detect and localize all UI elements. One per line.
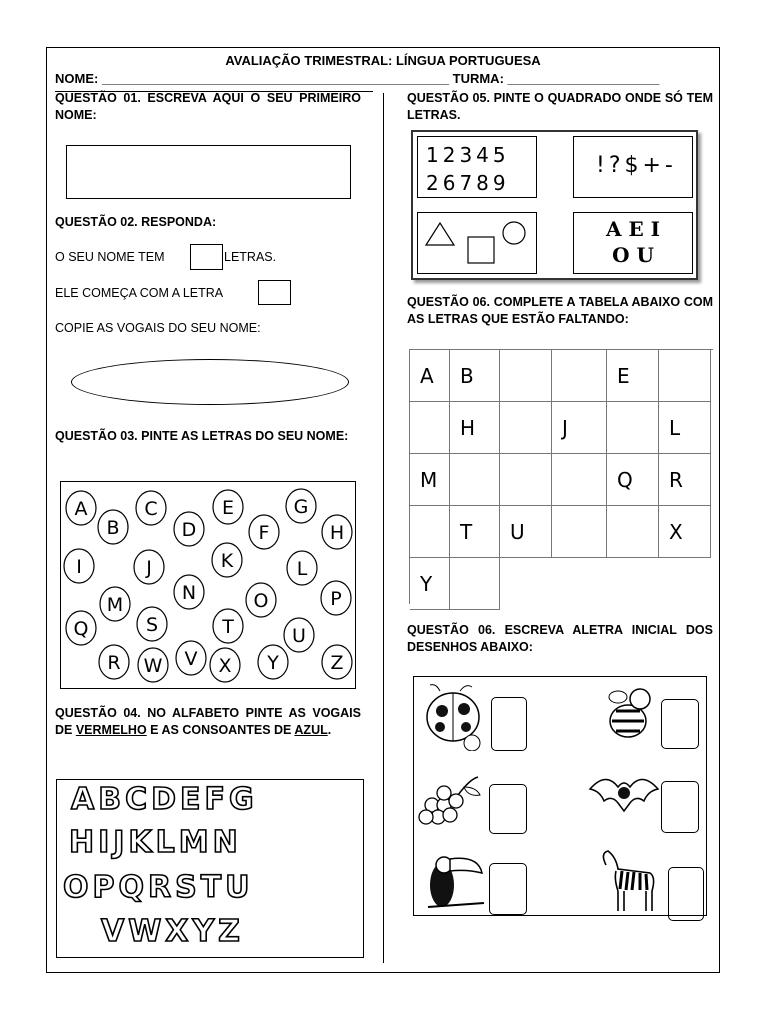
table-cell[interactable] [500,454,552,506]
q1-text: QUESTÃO 01. ESCREVA AQUI O SEU PRIMEIRO NOME: [55,91,361,122]
q6-title: QUESTÃO 06. COMPLETE A TABELA ABAIXO COM AS LETRAS QUE ESTÃO FALTANDO: [407,295,713,326]
alphabet-row-1[interactable]: ABCDEFG [71,782,258,817]
page-title: AVALIAÇÃO TRIMESTRAL: LÍNGUA PORTUGUESA [225,53,541,68]
svg-text:A: A [74,498,88,520]
table-cell[interactable]: E [607,350,659,402]
letter-bubble-i[interactable] [64,549,94,583]
svg-text:X: X [218,655,232,677]
class-blank[interactable]: _____________________ [507,71,660,86]
bat-icon [586,765,662,821]
vowels-oval[interactable] [71,359,349,405]
table-cell[interactable] [410,402,450,454]
q4-blue-word: AZUL [294,723,328,737]
table-cell[interactable]: Y [410,558,450,610]
letter-bubble-e[interactable] [213,490,243,524]
letter-bubble-o[interactable] [246,583,276,617]
table-cell[interactable] [410,506,450,558]
svg-text:R: R [107,652,121,674]
table-cell[interactable]: M [410,454,450,506]
letter-bubble-r[interactable] [99,645,129,679]
letter-bubble-b[interactable] [98,510,128,544]
symbols-square[interactable] [573,136,693,198]
ladybug-icon [420,681,486,751]
answer-box-ladybug[interactable] [491,697,527,751]
svg-text:D: D [181,519,197,541]
q4-red-word: VERMELHO [75,723,147,737]
zebra-icon [590,847,662,915]
letter-bubble-f[interactable] [249,515,279,549]
table-cell[interactable]: U [500,506,552,558]
letter-bubble-v[interactable] [176,641,206,675]
q2-line1-start: O SEU NOME TEM [55,250,165,264]
table-cell[interactable]: T [450,506,500,558]
svg-text:H: H [329,522,345,544]
table-cell[interactable]: B [450,350,500,402]
numbers-row-2: 26789 [426,171,510,195]
vowels-row-2: O U [612,243,654,267]
alphabet-panel [56,779,364,958]
svg-text:U: U [292,625,306,647]
letter-bubble-h[interactable] [322,515,352,549]
q2-line1-end: LETRAS. [224,250,277,264]
q4-text [55,705,361,739]
table-cell[interactable] [607,402,659,454]
letter-bubble-j[interactable] [134,550,164,584]
letter-bubble-q[interactable] [66,611,96,645]
table-cell[interactable]: X [659,506,711,558]
letter-bubble-t[interactable] [213,609,243,643]
svg-text:Q: Q [73,618,89,640]
first-name-box[interactable] [66,145,351,199]
q3-title: QUESTÃO 03. PINTE AS LETRAS DO SEU NOME: [55,429,349,443]
numbers-square[interactable] [417,136,537,198]
answer-box-bee[interactable] [661,699,699,749]
svg-text:V: V [184,648,198,670]
letter-bubble-p[interactable] [321,581,351,615]
class-label: TURMA: [452,71,504,86]
name-label: NOME: [55,71,99,86]
name-line [55,71,659,86]
q7-title: QUESTÃO 06. ESCREVA ALETRA INICIAL DOS DESENHOS ABAIXO: [407,623,713,654]
answer-box-zebra[interactable] [668,867,704,921]
svg-text:S: S [145,614,159,636]
first-letter-box[interactable] [258,280,291,305]
svg-text:O: O [253,590,269,612]
letter-bubble-w[interactable] [138,648,168,682]
answer-box-bat[interactable] [661,781,699,833]
letter-bubble-y[interactable] [258,645,288,679]
table-cell[interactable]: H [450,402,500,454]
table-cell[interactable]: A [410,350,450,402]
table-cell[interactable]: R [659,454,711,506]
letter-bubble-l[interactable] [287,551,317,585]
svg-text:F: F [258,522,270,544]
letter-bubble-x[interactable] [210,648,240,682]
svg-text:Z: Z [330,652,344,674]
column-divider [383,93,384,963]
svg-text:E: E [221,497,235,519]
letter-bubble-m[interactable] [100,587,130,621]
bee-icon [600,683,662,747]
svg-text:J: J [146,557,152,579]
svg-text:N: N [181,582,197,604]
alphabet-row-4[interactable]: VWXYZ [101,914,244,949]
q5-panel [411,130,698,280]
alphabet-row-3[interactable]: OPQRSTU [63,870,254,905]
letters-bubble-panel [60,481,356,689]
svg-text:L: L [296,558,308,580]
symbols-text: !?$+- [596,153,677,178]
letter-bubble-g[interactable] [286,489,316,523]
letter-bubble-u[interactable] [284,618,314,652]
table-cell[interactable] [552,506,607,558]
table-cell[interactable] [659,350,711,402]
letter-bubbles [61,482,355,688]
table-cell[interactable] [450,454,500,506]
table-cell[interactable] [450,558,500,610]
svg-text:M: M [106,594,124,616]
svg-text:B: B [106,517,120,539]
q5-title: QUESTÃO 05. PINTE O QUADRADO ONDE SÓ TEM LETRAS. [407,91,713,122]
svg-text:Y: Y [267,652,279,674]
table-cell[interactable] [552,350,607,402]
table-cell[interactable]: Q [607,454,659,506]
table-cell[interactable]: L [659,402,711,454]
q2-line3: COPIE AS VOGAIS DO SEU NOME: [55,321,261,335]
table-cell[interactable] [552,454,607,506]
answer-box-toucan[interactable] [489,863,527,915]
table-cell[interactable]: J [552,402,607,454]
svg-text:K: K [220,550,234,572]
answer-box-grapes[interactable] [489,784,527,834]
letter-bubble-z[interactable] [322,645,352,679]
q2-title: QUESTÃO 02. RESPONDA: [55,215,217,229]
letter-count-box[interactable] [190,244,223,270]
drawings-panel [413,676,707,916]
toucan-icon [422,847,488,915]
q4-text-b: E AS CONSOANTES DE [146,723,295,737]
table-cell[interactable] [607,506,659,558]
q2-line2: ELE COMEÇA COM A LETRA [55,286,224,300]
vowels-row-1: A E I [605,217,661,241]
table-cell[interactable] [500,402,552,454]
svg-text:C: C [144,498,158,520]
letter-bubble-d[interactable] [174,512,204,546]
shapes-icon [418,213,536,273]
alphabet-row-2[interactable]: HIJKLMN [69,825,242,860]
shapes-square[interactable] [417,212,537,274]
letter-bubble-n[interactable] [174,575,204,609]
svg-text:W: W [143,655,163,677]
svg-text:G: G [293,496,309,518]
name-blank[interactable]: ________________________________________________ [101,71,450,86]
svg-text:I: I [76,556,82,578]
table-cell[interactable] [500,350,552,402]
worksheet-page [46,47,720,973]
letter-bubble-c[interactable] [136,491,166,525]
letter-bubble-s[interactable] [137,607,167,641]
svg-text:T: T [222,616,234,638]
letter-bubble-k[interactable] [212,543,242,577]
letter-bubble-a[interactable] [66,491,96,525]
q4-text-a: QUESTÃO 04. NO ALFABETO PINTE AS VOGAIS DE [55,706,361,737]
svg-text:P: P [330,588,342,610]
numbers-row-1: 12345 [426,143,510,167]
q4-text-c: . [327,723,332,737]
vowels-square[interactable] [573,212,693,274]
alphabet-table [409,349,713,604]
grapes-icon [418,765,486,833]
